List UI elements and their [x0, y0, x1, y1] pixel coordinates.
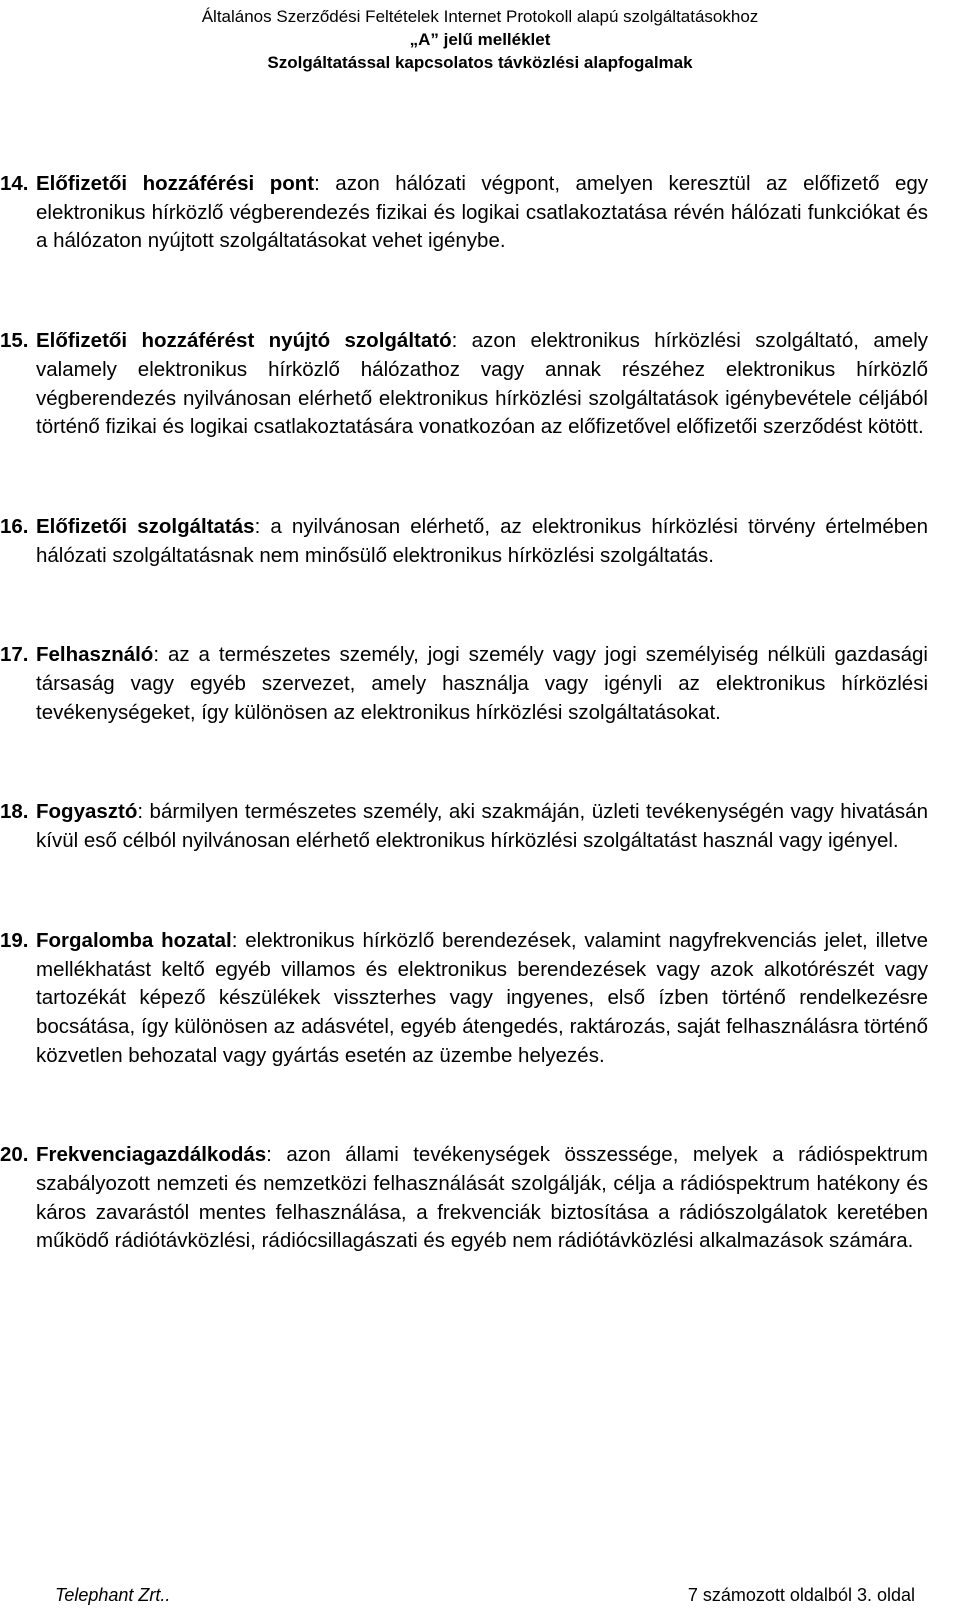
definition-term: Fogyasztó — [36, 800, 138, 824]
document-title: Általános Szerződési Feltételek Internet Protokoll alapú szolgáltatásokhoz — [201, 7, 759, 26]
definition-item — [0, 327, 929, 442]
definition-number: 18. — [0, 800, 29, 824]
definition-number: 16. — [0, 514, 29, 538]
definition-item — [0, 513, 928, 570]
definitions-list — [0, 170, 929, 1327]
page-number: 7 számozott oldalból 3. oldal — [687, 1585, 915, 1605]
definition-item — [0, 170, 929, 256]
definition-item — [0, 927, 928, 1071]
definition-text: : azon állami tevékenységek összessége, melyek a rádióspektrum szabályozott nemzeti és nemzetközi felhasználását szolgálják, célja a rádióspektrum hatékony és káros zavarástól mentes felhasználása, a frekvenciák biztosítása a rádiószolgálatok keretében működő rádiótávközlési, rádiócsillagászati és egyéb nem rádiótávközlési alkalmazások számára. — [36, 1143, 928, 1253]
definition-item — [0, 641, 928, 727]
definition-number: 17. — [0, 643, 29, 667]
definition-text: : az a természetes személy, jogi személy vagy jogi személyiség nélküli gazdasági társaság vagy egyéb szervezet, amely használja vagy igényli az elektronikus hírközlési tevékenységeket, így különösen az elektronikus hírközlési szolgáltatásokat. — [36, 643, 928, 724]
definition-item — [0, 1141, 928, 1256]
annex-title: „A” jelű melléklet — [409, 30, 551, 49]
definition-text: : elektronikus hírközlő berendezések, valamint nagyfrekvenciás jelet, illetve mellékhatást keltő egyéb villamos és elektronikus berendezések vagy azok alkotórészét vagy tartozékát képező készülékek visszterhes vagy ingyenes, első ízben történő rendelkezésre bocsátása, így különösen az adásvétel, egyéb átengedés, raktározás, saját felhasználásra történő közvetlen behozatal vagy gyártás esetén az üzembe helyezés. — [36, 928, 928, 1067]
page-header — [0, 5, 960, 74]
definition-item — [0, 798, 928, 855]
definition-term: Előfizetői hozzáférési pont — [36, 172, 315, 195]
definition-term: Forgalomba hozatal — [36, 928, 232, 952]
definition-term: Előfizetői szolgáltatás — [36, 514, 255, 538]
definition-text: : a nyilvánosan elérhető, az elektronikus hírközlési törvény értelmében hálózati szolgáltatásnak nem minősülő elektronikus hírközlési szolgáltatás. — [36, 514, 928, 567]
definition-text: : azon elektronikus hírközlési szolgáltató, amely valamely elektronikus hírközlő hálózathoz vagy annak részéhez elektronikus hírközlő végberendezés nyilvánosan elérhető elektronikus hírközlési szolgáltatások igénybevétele céljából történő fizikai és logikai csatlakoztatására vonatkozóan az előfizetővel előfizetői szerződést kötött. — [36, 329, 929, 439]
definition-text: : bármilyen természetes személy, aki szakmáján, üzleti tevékenységén vagy hivatásán kívül eső célból nyilvánosan elérhető elektronikus hírközlési szolgáltatást használ vagy igényel. — [36, 800, 928, 853]
footer-company: Telephant Zrt.. — [55, 1585, 171, 1605]
definition-number: 19. — [0, 928, 29, 952]
definition-number: 20. — [0, 1143, 29, 1167]
definition-term: Felhasználó — [36, 643, 154, 667]
definition-text: : azon hálózati végpont, amelyen keresztül az előfizető egy elektronikus hírközlő végberendezés fizikai és logikai csatlakoztatása révén hálózati funkciókat és a hálózaton nyújtott szolgáltatásokat vehet igénybe. — [36, 172, 929, 253]
definition-term: Előfizetői hozzáférést nyújtó szolgáltató — [36, 329, 452, 353]
definition-number: 15. — [0, 329, 29, 353]
section-title: Szolgáltatással kapcsolatos távközlési alapfogalmak — [267, 53, 693, 72]
definition-term: Frekvenciagazdálkodás — [36, 1143, 267, 1167]
definition-number: 14. — [0, 172, 29, 195]
